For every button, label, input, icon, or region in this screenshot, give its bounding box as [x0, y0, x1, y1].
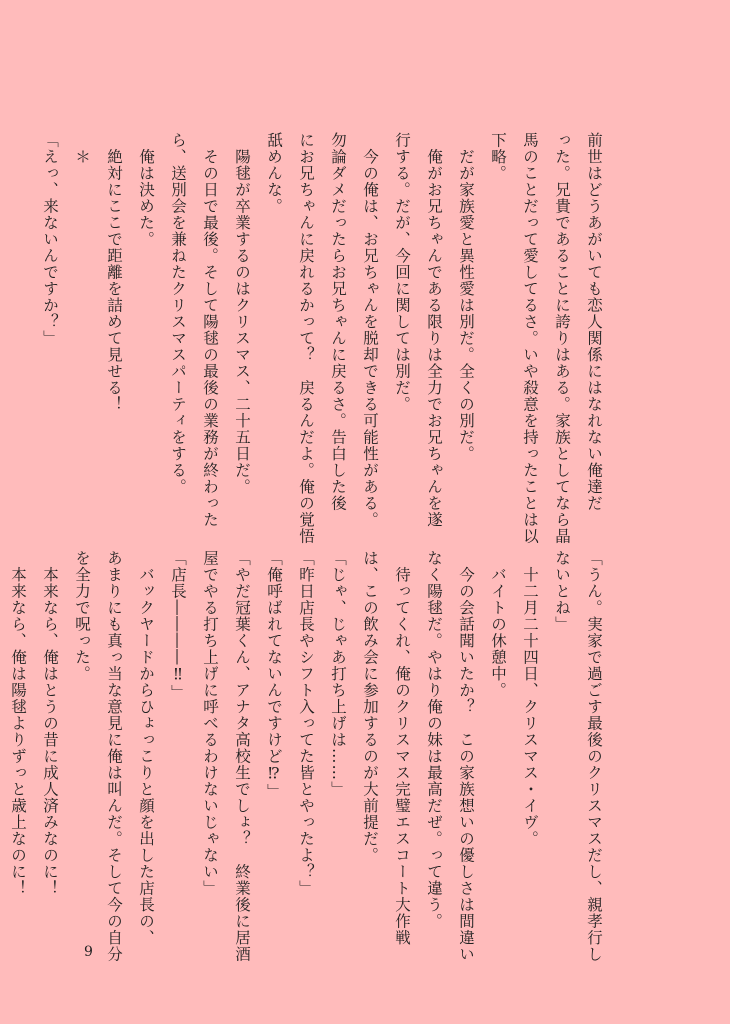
text-line: 今の俺は、お兄ちゃんを脱却できる可能性がある。 [361, 132, 379, 528]
text-line: 本来なら、俺はとうの昔に成人済みなのに！ [41, 550, 59, 897]
text-line: あまりにも真っ当な意見に俺は叫んだ。そして今の自分 [105, 550, 123, 963]
text-line: 十二月二十四日、クリスマス・イヴ。 [521, 550, 539, 847]
text-line: 「店長――――‼」 [169, 550, 187, 701]
text-line: 待ってくれ、俺のクリスマス完璧エスコート大作戦 [393, 550, 411, 946]
text-line: バイトの休憩中。 [489, 550, 507, 699]
text-line: った。兄貴であることに誇りはある。家族としてなら晶 [553, 132, 571, 545]
page-number: 9 [84, 944, 93, 960]
scene-break-asterisk: ＊ [73, 132, 91, 165]
text-line: 俺は決めた。 [137, 132, 155, 248]
text-line: 「俺呼ばれてないんですけど⁉」 [265, 550, 283, 800]
text-line: ないとね」 [553, 550, 571, 633]
text-line: 絶対にここで距離を詰めて見せる！ [105, 132, 123, 413]
text-line: 「うん。実家で過ごす最後のクリスマスだし、親孝行し [585, 550, 603, 963]
text-line: を全力で呪った。 [73, 550, 91, 682]
text-block-lower [2, 550, 610, 963]
text-line: 「じゃ、じゃあ打ち上げは……」 [329, 550, 347, 798]
text-line: 今の会話聞いたか？ この家族想いの優しさは間違い [457, 550, 475, 963]
text-line: だが家族愛と異性愛は別だ。全くの別だ。 [457, 132, 475, 462]
text-block-upper [34, 132, 610, 545]
text-line: バックヤードからひょっこりと顔を出した店長の、 [137, 550, 155, 946]
text-line: なく陽毬だ。やはり俺の妹は最高だぜ。って違う。 [425, 550, 443, 930]
text-line: 屋でやる打ち上げに呼べるわけないじゃない」 [201, 550, 219, 897]
text-line: 本来なら、俺は陽毬よりずっと歳上なのに！ [9, 550, 27, 897]
text-line: 馬のことだって愛してるさ。いや殺意を持ったことは以 [521, 132, 539, 545]
text-line: 陽毬が卒業するのはクリスマス、二十五日だ。 [233, 132, 251, 495]
text-line: その日で最後。そして陽毬の最後の業務が終わった [201, 132, 219, 528]
text-line: 前世はどうあがいても恋人関係にはなれない俺達だ [585, 132, 603, 512]
text-line: は、この飲み会に参加するのが大前提だ。 [361, 550, 379, 864]
text-line: 「えっ、来ないんですか？」 [41, 132, 59, 347]
text-line: 俺がお兄ちゃんである限りは全力でお兄ちゃんを遂 [425, 132, 443, 528]
text-line: 舐めんな。 [265, 132, 283, 215]
text-line: 勿論ダメだったらお兄ちゃんに戻るさ。告白した後 [329, 132, 347, 512]
text-line: 「やだ冠葉くん、アナタ高校生でしょ？ 終業後に居酒 [233, 550, 251, 963]
text-line: 下略。 [489, 132, 507, 182]
text-line: 行する。だが、今回に関しては別だ。 [393, 132, 411, 413]
text-line: にお兄ちゃんに戻れるかって？ 戻るんだよ。俺の覚悟 [297, 132, 315, 545]
text-line: ら、送別会を兼ねたクリスマスパーティをする。 [169, 132, 187, 495]
text-line: 「昨日店長やシフト入ってた皆とやったよ？」 [297, 550, 315, 897]
